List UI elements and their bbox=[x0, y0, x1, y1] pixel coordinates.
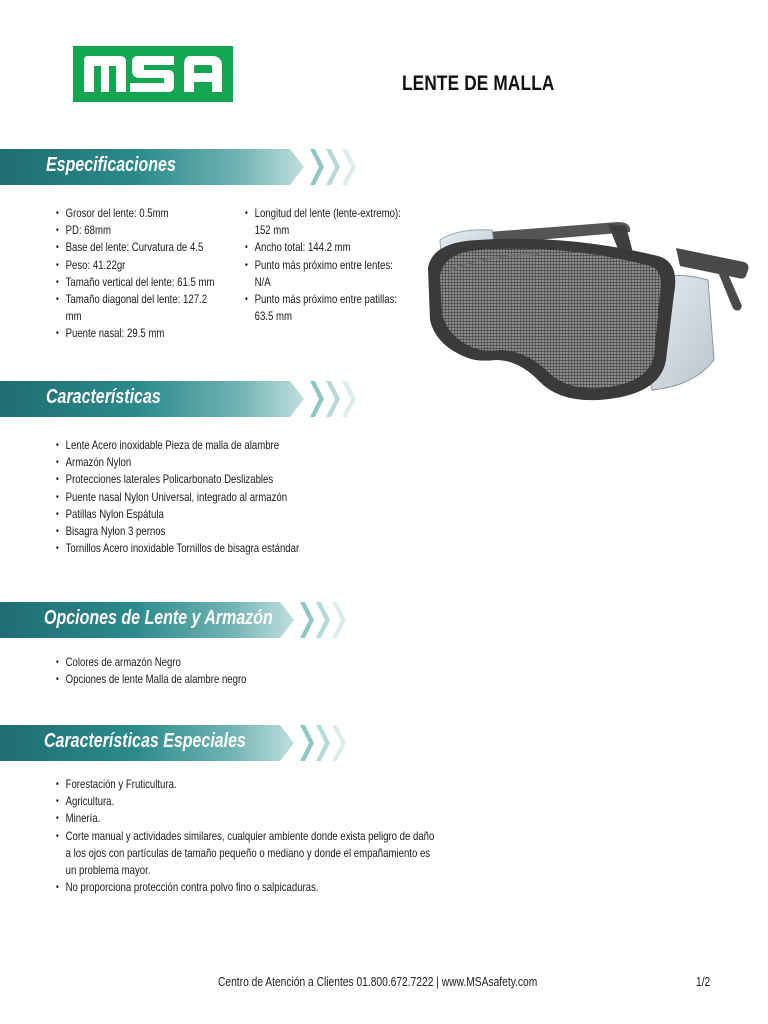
list-item: • Tamaño diagonal del lente: 127.2 bbox=[56, 291, 214, 308]
special-list bbox=[56, 776, 529, 896]
list-item: • Ancho total: 144.2 mm bbox=[245, 239, 401, 256]
safety-goggles-mesh-image bbox=[418, 210, 754, 415]
msa-logo-mark bbox=[82, 54, 224, 94]
list-item: • Peso: 41.22gr bbox=[56, 257, 214, 274]
section-heading-special: Características Especiales bbox=[44, 730, 246, 752]
list-item: • PD: 68mm bbox=[56, 222, 214, 239]
list-item: • Corte manual y actividades similares, cualquier ambiente donde exista peligro de daño bbox=[56, 828, 434, 845]
chevron-icon bbox=[310, 381, 324, 417]
list-item: • Minería. bbox=[56, 810, 434, 827]
list-item: • Punto más próximo entre patillas: bbox=[245, 291, 401, 308]
msa-logo bbox=[73, 46, 233, 102]
page-number: 1/2 bbox=[696, 975, 711, 989]
chevron-icon bbox=[326, 149, 340, 185]
footer-contact: Centro de Atención a Clientes 01.800.672.7222 | www.MSAsafety.com bbox=[218, 975, 538, 989]
features-list bbox=[56, 437, 360, 557]
chevron-icon bbox=[342, 149, 356, 185]
list-item: • Armazón Nylon bbox=[56, 454, 299, 471]
section-heading-features: Características bbox=[46, 386, 161, 408]
chevron-icon bbox=[326, 381, 340, 417]
options-list bbox=[56, 654, 294, 688]
chevron-icon bbox=[310, 149, 324, 185]
list-item: • Protecciones laterales Policarbonato Deslizables bbox=[56, 471, 299, 488]
section-banner-special bbox=[0, 725, 350, 761]
section-banner-specs bbox=[0, 149, 360, 185]
list-item: • Forestación y Fruticultura. bbox=[56, 776, 434, 793]
list-item: • Base del lente: Curvatura de 4.5 bbox=[56, 239, 214, 256]
list-item: • Patillas Nylon Espátula bbox=[56, 506, 299, 523]
section-heading-specs: Especificaciones bbox=[46, 154, 176, 176]
section-heading-options: Opciones de Lente y Armazón bbox=[44, 607, 273, 629]
list-item-continuation: 63.5 mm bbox=[254, 309, 292, 324]
chevron-icon bbox=[300, 602, 314, 638]
section-banner-options bbox=[0, 602, 350, 638]
list-item: • Colores de armazón Negro bbox=[56, 654, 247, 671]
list-item: • Longitud del lente (lente-extremo): bbox=[245, 205, 401, 222]
section-banner-features bbox=[0, 381, 360, 417]
list-item-continuation: un problema mayor. bbox=[65, 863, 151, 878]
specs-list-right bbox=[245, 205, 440, 325]
specs-list-left bbox=[56, 205, 254, 343]
list-item-continuation: mm bbox=[65, 309, 82, 324]
chevron-icon bbox=[316, 602, 330, 638]
chevron-icon bbox=[332, 602, 346, 638]
list-item: • Puente nasal Nylon Universal, integrado al armazón bbox=[56, 489, 299, 506]
list-item-continuation: 152 mm bbox=[254, 223, 290, 238]
chevron-icon bbox=[316, 725, 330, 761]
list-item: • Puente nasal: 29.5 mm bbox=[56, 325, 214, 342]
list-item-continuation: a los ojos con partículas de tamaño pequeño o mediano y donde el empañamiento es bbox=[65, 845, 431, 860]
chevron-icon bbox=[332, 725, 346, 761]
list-item: • Agricultura. bbox=[56, 793, 434, 810]
list-item: • Lente Acero inoxidable Pieza de malla de alambre bbox=[56, 437, 299, 454]
document-title: LENTE DE MALLA bbox=[402, 72, 555, 95]
list-item: • Opciones de lente Malla de alambre negro bbox=[56, 671, 247, 688]
list-item-continuation: N/A bbox=[254, 274, 271, 289]
list-item: • Punto más próximo entre lentes: bbox=[245, 257, 401, 274]
list-item: • Bisagra Nylon 3 pernos bbox=[56, 523, 299, 540]
chevron-icon bbox=[342, 381, 356, 417]
list-item: • Tamaño vertical del lente: 61.5 mm bbox=[56, 274, 214, 291]
list-item: • Tornillos Acero inoxidable Tornillos de bisagra estándar bbox=[56, 540, 299, 557]
chevron-icon bbox=[300, 725, 314, 761]
list-item: • No proporciona protección contra polvo fino o salpicaduras. bbox=[56, 879, 434, 896]
list-item: • Grosor del lente: 0.5mm bbox=[56, 205, 214, 222]
